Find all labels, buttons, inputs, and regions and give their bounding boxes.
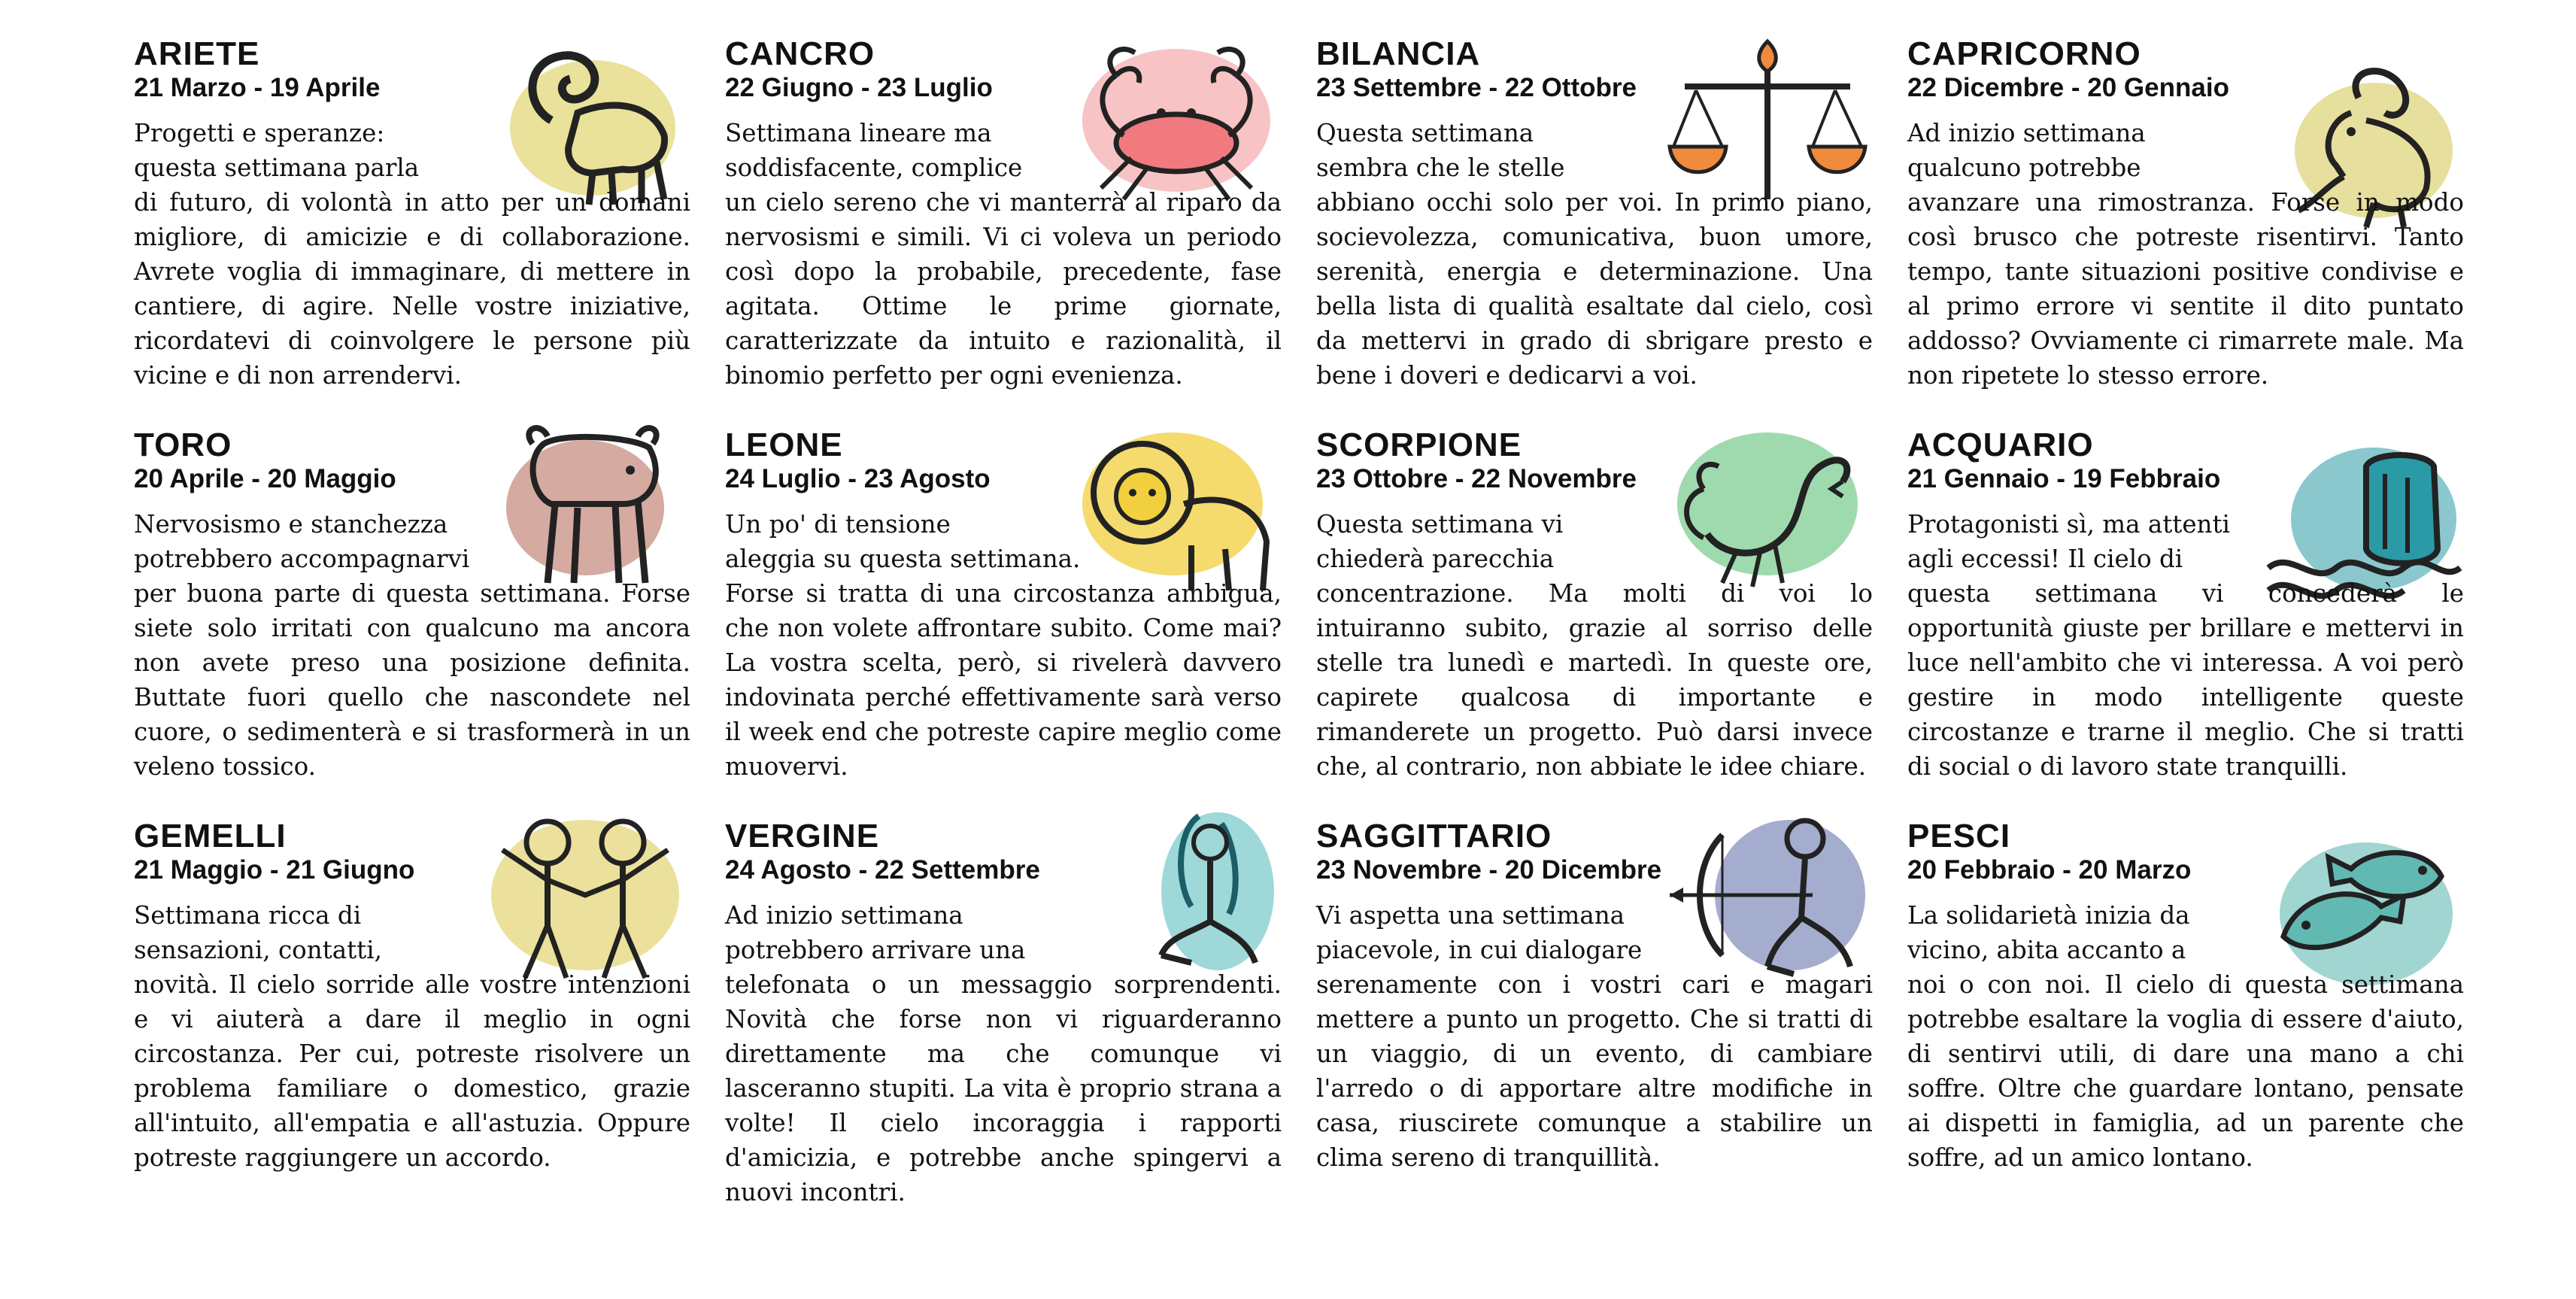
sign-dates: 24 Agosto - 22 Settembre (725, 855, 1040, 885)
sign-lead-text: Ad inizio settimana potrebbero arrivare una (725, 901, 1026, 964)
sign-dates: 21 Marzo - 19 Aprile (134, 73, 381, 102)
sign-dates: 21 Maggio - 21 Giugno (134, 855, 415, 885)
sign-text (1316, 116, 1873, 393)
sign-dates: 20 Aprile - 20 Maggio (134, 464, 396, 493)
sign-lead-text: Vi aspetta una settimana piacevole, in cui dialogare (1316, 901, 1643, 964)
sign-dates: 21 Gennaio - 19 Febbraio (1907, 464, 2221, 493)
sign-bilancia (1316, 30, 1873, 421)
sign-main-text: Forse si tratta di una circostanza ambigua, che non volete affrontare subito. Come mai? La vostra scelta, però, si rivelerà davvero indovinata perché effettivamente sarà verso il week end che potreste capire meglio come muovervi. (725, 579, 1282, 781)
sign-lead-text: Settimana lineare ma soddisfacente, complice (725, 119, 1023, 182)
sign-main-text: telefonata o un messaggio sorprendenti. Novità che forse non vi riguarderanno direttamente ma che comunque vi lasceranno stupiti. La vita è proprio strana a volte! Il cielo incoraggia i rapporti d'amicizia, e potrebbe anche spingervi a nuovi incontri. (725, 970, 1282, 1206)
sign-name: PESCI (1907, 818, 2011, 854)
sign-main-text: di futuro, di volontà in atto per un domani migliore, di amicizie e di collaborazione. Avrete voglia di immaginare, di mettere in cantiere, di agire. Nelle vostre iniziative, ricordatevi di coinvolgere le persone più vicine e di non arrendervi. (134, 188, 690, 390)
sign-text (725, 507, 1282, 784)
sign-text (1316, 898, 1873, 1175)
sign-lead-text: Ad inizio settimana qualcuno potrebbe (1907, 119, 2146, 182)
sign-dates: 23 Novembre - 20 Dicembre (1316, 855, 1662, 885)
sign-name: CANCRO (725, 35, 875, 72)
sign-capricorno (1907, 30, 2464, 421)
sign-gemelli (134, 812, 690, 1203)
sign-saggittario (1316, 812, 1873, 1203)
sign-name: SAGGITTARIO (1316, 818, 1552, 854)
sign-name: CAPRICORNO (1907, 35, 2141, 72)
sign-name: ARIETE (134, 35, 260, 72)
sign-dates: 22 Giugno - 23 Luglio (725, 73, 993, 102)
sign-lead-text: Settimana ricca di sensazioni, contatti, (134, 901, 382, 964)
sign-text (134, 116, 690, 393)
sign-text (725, 898, 1282, 1209)
sign-name: LEONE (725, 426, 843, 463)
sign-text (134, 507, 690, 784)
sign-name: BILANCIA (1316, 35, 1481, 72)
sign-text (1907, 116, 2464, 393)
sign-dates: 22 Dicembre - 20 Gennaio (1907, 73, 2229, 102)
sign-acquario (1907, 421, 2464, 812)
sign-ariete (134, 30, 690, 421)
sign-lead-text: Questa settimana sembra che le stelle (1316, 119, 1565, 182)
sign-text (725, 116, 1282, 393)
sign-main-text: novità. Il cielo sorride alle vostre intenzioni e vi aiuterà a dare il meglio in ogni circostanza. Per cui, potreste risolvere un problema familiare o domestico, grazie all'intuito, all'empatia e all'astuzia. Oppure potreste raggiungere un accordo. (134, 970, 690, 1172)
sign-pesci (1907, 812, 2464, 1203)
sign-main-text: noi o con noi. Il cielo di questa settimana potrebbe esaltare la voglia di essere d'aiuto, di sentirvi utili, di dare una mano a chi soffre. Oltre che guardare lontano, pensate ai dispetti in famiglia, ad un parente che soffre, ad un amico lontano. (1907, 970, 2464, 1172)
sign-main-text: avanzare una rimostranza. Forse in modo così brusco che potreste risentirvi. Tanto tempo, tante situazioni positive condivise e al primo errore vi sentite il dito puntato addosso? Ovviamente ci rimarrete male. Ma non ripetete lo stesso errore. (1907, 188, 2464, 390)
sign-name: GEMELLI (134, 818, 287, 854)
sign-name: SCORPIONE (1316, 426, 1522, 463)
sign-leone (725, 421, 1282, 812)
sign-name: ACQUARIO (1907, 426, 2094, 463)
sign-main-text: per buona parte di questa settimana. Forse siete solo irritati con qualcuno ma ancora non avete preso una posizione definita. Buttate fuori quello che nascondete nel cuore, o sedimenterà e si trasformerà in un veleno tossico. (134, 579, 690, 781)
sign-dates: 20 Febbraio - 20 Marzo (1907, 855, 2192, 885)
sign-lead-text: Protagonisti sì, ma attenti agli eccessi! Il cielo di (1907, 510, 2230, 573)
sign-main-text: un cielo sereno che vi manterrà al riparo da nervosismi e simili. Vi ci voleva un periodo così dopo la probabile, precedente, fase agitata. Ottime le prime giornate, caratterizzate da intuito e razionalità, il binomio perfetto per ogni evenienza. (725, 188, 1282, 390)
sign-lead-text: Progetti e speranze: questa settimana parla (134, 119, 420, 182)
sign-lead-text: Un po' di tensione aleggia su questa settimana. (725, 510, 1081, 573)
sign-dates: 23 Settembre - 22 Ottobre (1316, 73, 1637, 102)
sign-scorpione (1316, 421, 1873, 812)
sign-main-text: abbiano occhi solo per voi. In primo piano, socievolezza, comunicativa, buon umore, serenità, energia e determinazione. Una bella lista di qualità esaltate dal cielo, così da mettervi in grado di sbrigare presto e bene i doveri e dedicarvi a voi. (1316, 188, 1873, 390)
sign-main-text: serenamente con i vostri cari e magari mettere a punto un progetto. Che si tratti di un viaggio, di un evento, di cambiare l'arredo o di apportare altre modifiche in casa, riuscirete comunque a stabilire un clima sereno di tranquillità. (1316, 970, 1873, 1172)
sign-text (1316, 507, 1873, 784)
sign-text (134, 898, 690, 1175)
sign-cancro (725, 30, 1282, 421)
sign-main-text: concentrazione. Ma molti di voi lo intuiranno subito, grazie al sorriso delle stelle tra lunedì e martedì. In queste ore, capirete qualcosa di importante e rimanderete un progetto. Può darsi invece che, al contrario, non abbiate le idee chiare. (1316, 579, 1873, 781)
sign-text (1907, 898, 2464, 1175)
sign-name: TORO (134, 426, 232, 463)
sign-toro (134, 421, 690, 812)
sign-dates: 23 Ottobre - 22 Novembre (1316, 464, 1637, 493)
sign-main-text: questa settimana vi concederà le opportunità giuste per brillare e mettervi in luce nell'ambito che vi interessa. A voi però gestire in modo intelligente queste circostanze e trarne il meglio. Che si tratti di social o di lavoro state tranquilli. (1907, 579, 2464, 781)
sign-lead-text: Questa settimana vi chiederà parecchia (1316, 510, 1564, 573)
sign-text (1907, 507, 2464, 784)
sign-lead-text: Nervosismo e stanchezza potrebbero accompagnarvi (134, 510, 470, 573)
sign-dates: 24 Luglio - 23 Agosto (725, 464, 991, 493)
sign-lead-text: La solidarietà inizia da vicino, abita accanto a (1907, 901, 2190, 964)
sign-name: VERGINE (725, 818, 880, 854)
sign-vergine (725, 812, 1282, 1206)
horoscope-page (134, 30, 2465, 1234)
